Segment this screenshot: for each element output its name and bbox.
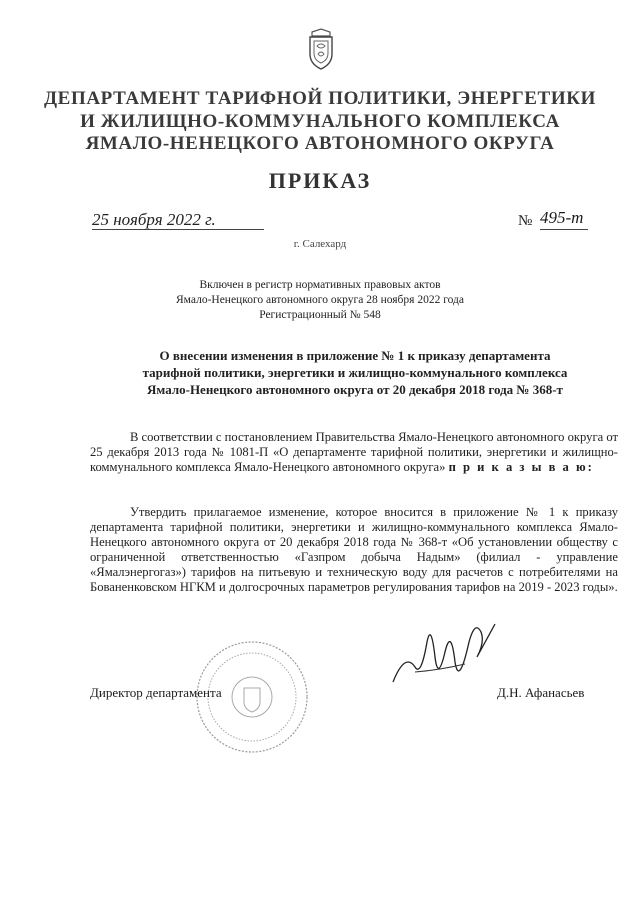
city: г. Салехард: [293, 238, 347, 250]
order-word: п р и к а з ы в а ю:: [448, 460, 594, 474]
date-underline: [92, 229, 264, 230]
number-underline: [540, 229, 588, 230]
subject-line1: О внесении изменения в приложение № 1 к приказу департамента: [159, 348, 551, 363]
preamble-text: В соответствии с постановлением Правительства Ямало-Ненецкого автономного округа от 25 декабря 2013 года № 1081-П «О департаменте тарифной политики, энергетики и жилищно-коммунального комплекса Ямало-Ненецкого автономного округа»: [90, 430, 618, 474]
department-header-line2: И ЖИЛИЩНО-КОММУНАЛЬНОГО КОМПЛЕКСА: [80, 111, 560, 132]
document-number: 495-т: [540, 208, 584, 227]
document-date: 25 ноября 2022 г.: [92, 210, 216, 229]
signature-position: Директор департамента: [90, 685, 222, 700]
signature-name: Д.Н. Афанасьев: [497, 685, 585, 700]
preamble-paragraph: [90, 430, 618, 475]
body-paragraph: [90, 505, 618, 595]
coat-of-arms-icon: [306, 28, 336, 70]
registry-line1: Включен в регистр нормативных правовых актов: [199, 279, 441, 291]
subject-line3: Ямало-Ненецкого автономного округа от 20 декабря 2018 года № 368-т: [147, 382, 563, 397]
document-title: ПРИКАЗ: [268, 168, 372, 193]
subject-line2: тарифной политики, энергетики и жилищно-коммунального комплекса: [142, 365, 568, 380]
number-label: №: [518, 213, 533, 229]
body-text: Утвердить прилагаемое изменение, которое вносится в приложение № 1 к приказу департамента тарифной политики, энергетики и жилищно-коммунального комплекса Ямало-Ненецкого автономного округа от 20 декабря 2018 года № 368-т «Об установлении обществу с ограниченной ответственностью «Газпром добыча Надым» (филиал - управление «Ямалэнергогаз») тарифов на питьевую и техническую воду для расчетов с потребителями на Бованенковском НГКМ и долгосрочных параметров регулирования тарифов на 2019 - 2023 годы».: [90, 505, 618, 594]
registry-line2: Ямало-Ненецкого автономного округа 28 ноября 2022 года: [176, 294, 464, 306]
department-header-line3: ЯМАЛО-НЕНЕЦКОГО АВТОНОМНОГО ОКРУГА: [85, 133, 555, 154]
signature-icon: [385, 612, 505, 702]
department-header-line1: ДЕПАРТАМЕНТ ТАРИФНОЙ ПОЛИТИКИ, ЭНЕРГЕТИКИ: [44, 88, 596, 109]
registry-line3: Регистрационный № 548: [259, 309, 381, 321]
